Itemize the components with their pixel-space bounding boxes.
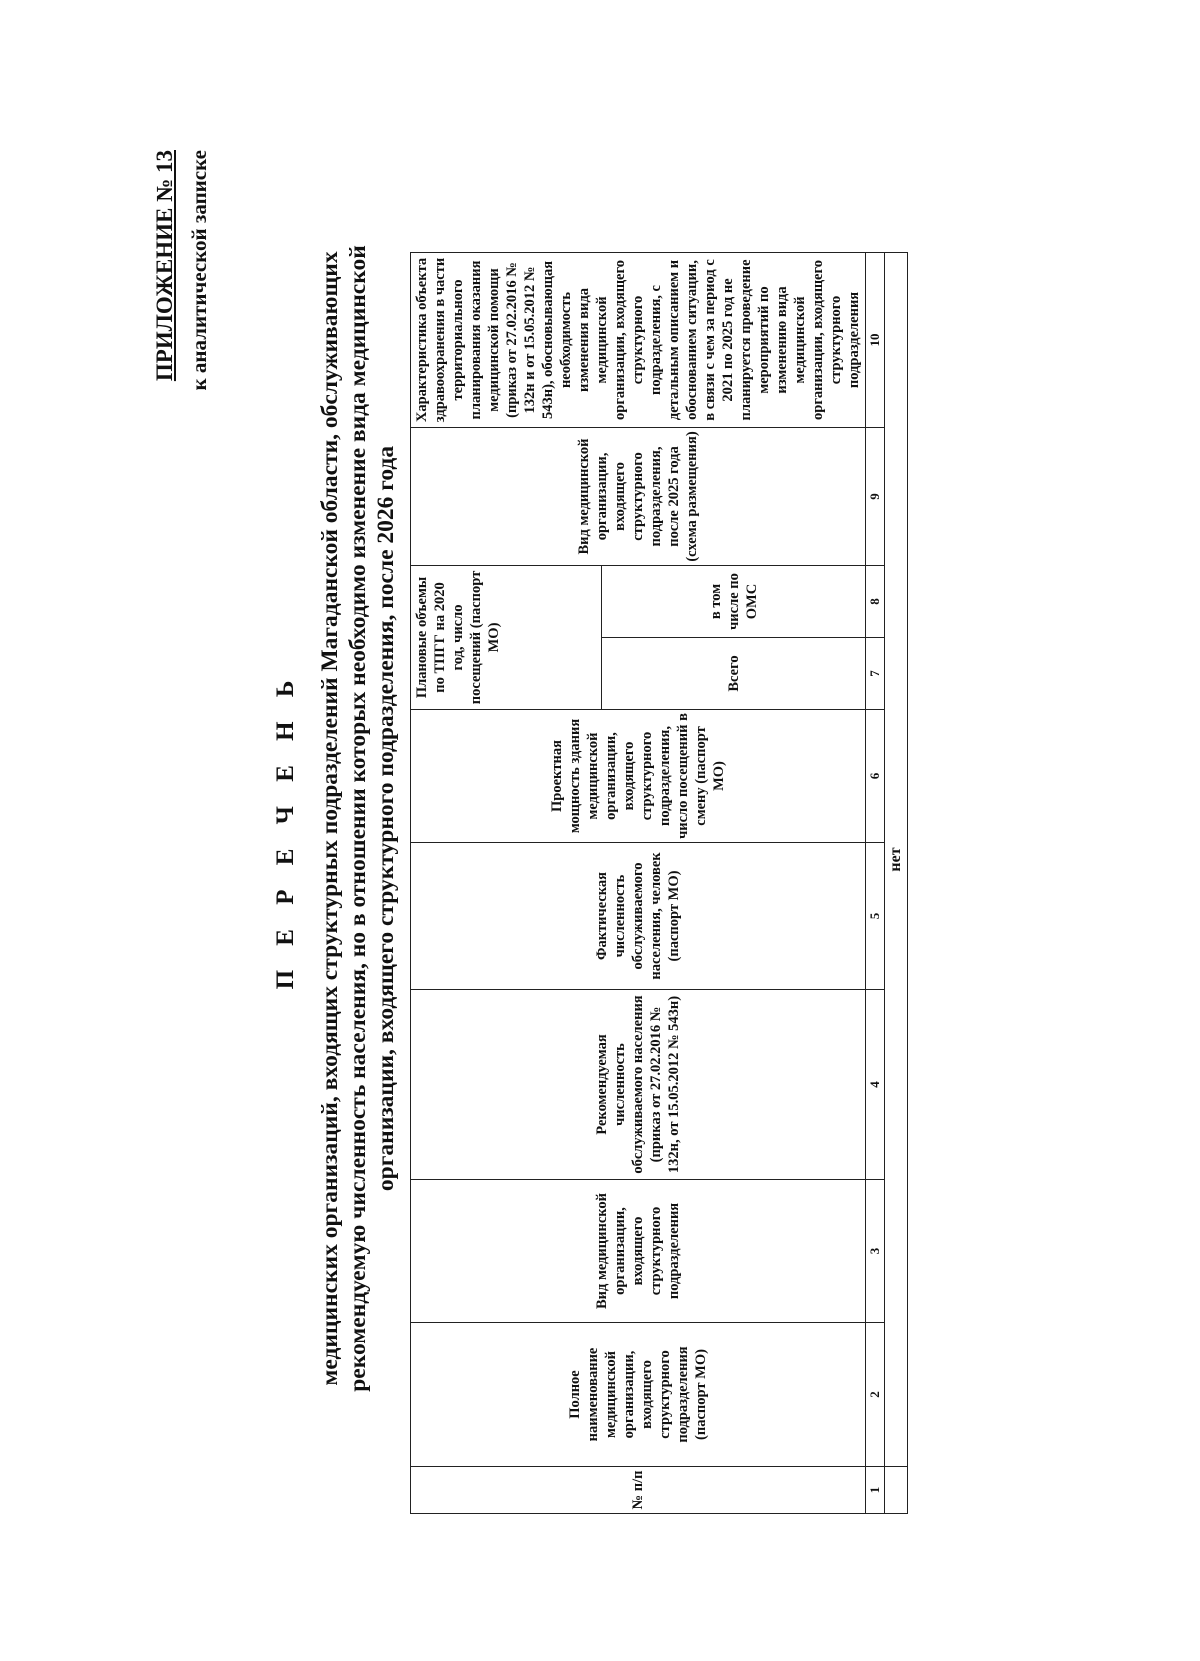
col-number: 4: [866, 990, 885, 1180]
col-number: 6: [866, 710, 885, 843]
table-row: [885, 252, 908, 1513]
col-number: 10: [866, 252, 885, 427]
document-subtitle: медицинских организаций, входящих структурных подразделений Магаданской области, обслуживающих рекомендуемую численность населения, но в отношении которых необходимо изменение вида медицинской организации, входящего структурного подразделения, после 2026 года: [317, 245, 399, 1392]
col-header-9: Вид медицинской организации, входящего структурного подразделения, после 2025 года (схема размещения): [411, 427, 866, 565]
col-number: 8: [866, 565, 885, 637]
data-table: [410, 252, 908, 1514]
col-header-6: Проектная мощность здания медицинской организации, входящего структурного подразделения, число посещений в смену (паспорт МО): [411, 710, 866, 843]
col-number: 2: [866, 1323, 885, 1467]
col-number: 3: [866, 1180, 885, 1323]
document-title: П Е Р Е Ч Е Н Ь: [272, 671, 299, 990]
col-header-3: Вид медицинской организации, входящего структурного подразделения: [411, 1180, 866, 1323]
col-number: 7: [866, 638, 885, 710]
appendix-title: ПРИЛОЖЕНИЕ № 13: [152, 150, 177, 382]
col-header-1: № п/п: [411, 1467, 866, 1514]
col-header-10: Характеристика объекта здравоохранения в части территориального планирования оказания медицинской помощи (приказ от 27.02.2016 № 132н и от 15.05.2012 № 543н), обосновывающая необходимость изменения вида медицинской организации, входящего структурного подразделения, с детальным описанием и обоснованием ситуации, в связи с чем за период с 2021 по 2025 год не планируется проведение мероприятий по изменению вида медицинской организации, входящего структурного подразделения: [411, 252, 866, 427]
row-number-cell: [885, 1467, 908, 1514]
col-header-5: Фактическая численность обслуживаемого населения, человек (паспорт МО): [411, 843, 866, 990]
col-number: 5: [866, 843, 885, 990]
col-header-2: Полное наименование медицинской организации, входящего структурного подразделения (паспорт МО): [411, 1323, 866, 1467]
header-row: [411, 252, 602, 1513]
number-row: [866, 252, 885, 1513]
col-header-7-8: Плановые объемы по ТПГГ на 2020 год, число посещений (паспорт МО): [411, 565, 602, 709]
col-number: 9: [866, 427, 885, 565]
col-header-4: Рекомендуемая численность обслуживаемого населения (приказ от 27.02.2016 № 132н, от 15.05.2012 № 543н): [411, 990, 866, 1180]
subcol-header-oms: в том числе по ОМС: [602, 565, 866, 637]
subcol-header-total: Всего: [602, 638, 866, 710]
appendix-subtitle: к аналитической записке: [187, 150, 211, 391]
empty-row-text: нет: [885, 252, 908, 1466]
col-number: 1: [866, 1467, 885, 1514]
